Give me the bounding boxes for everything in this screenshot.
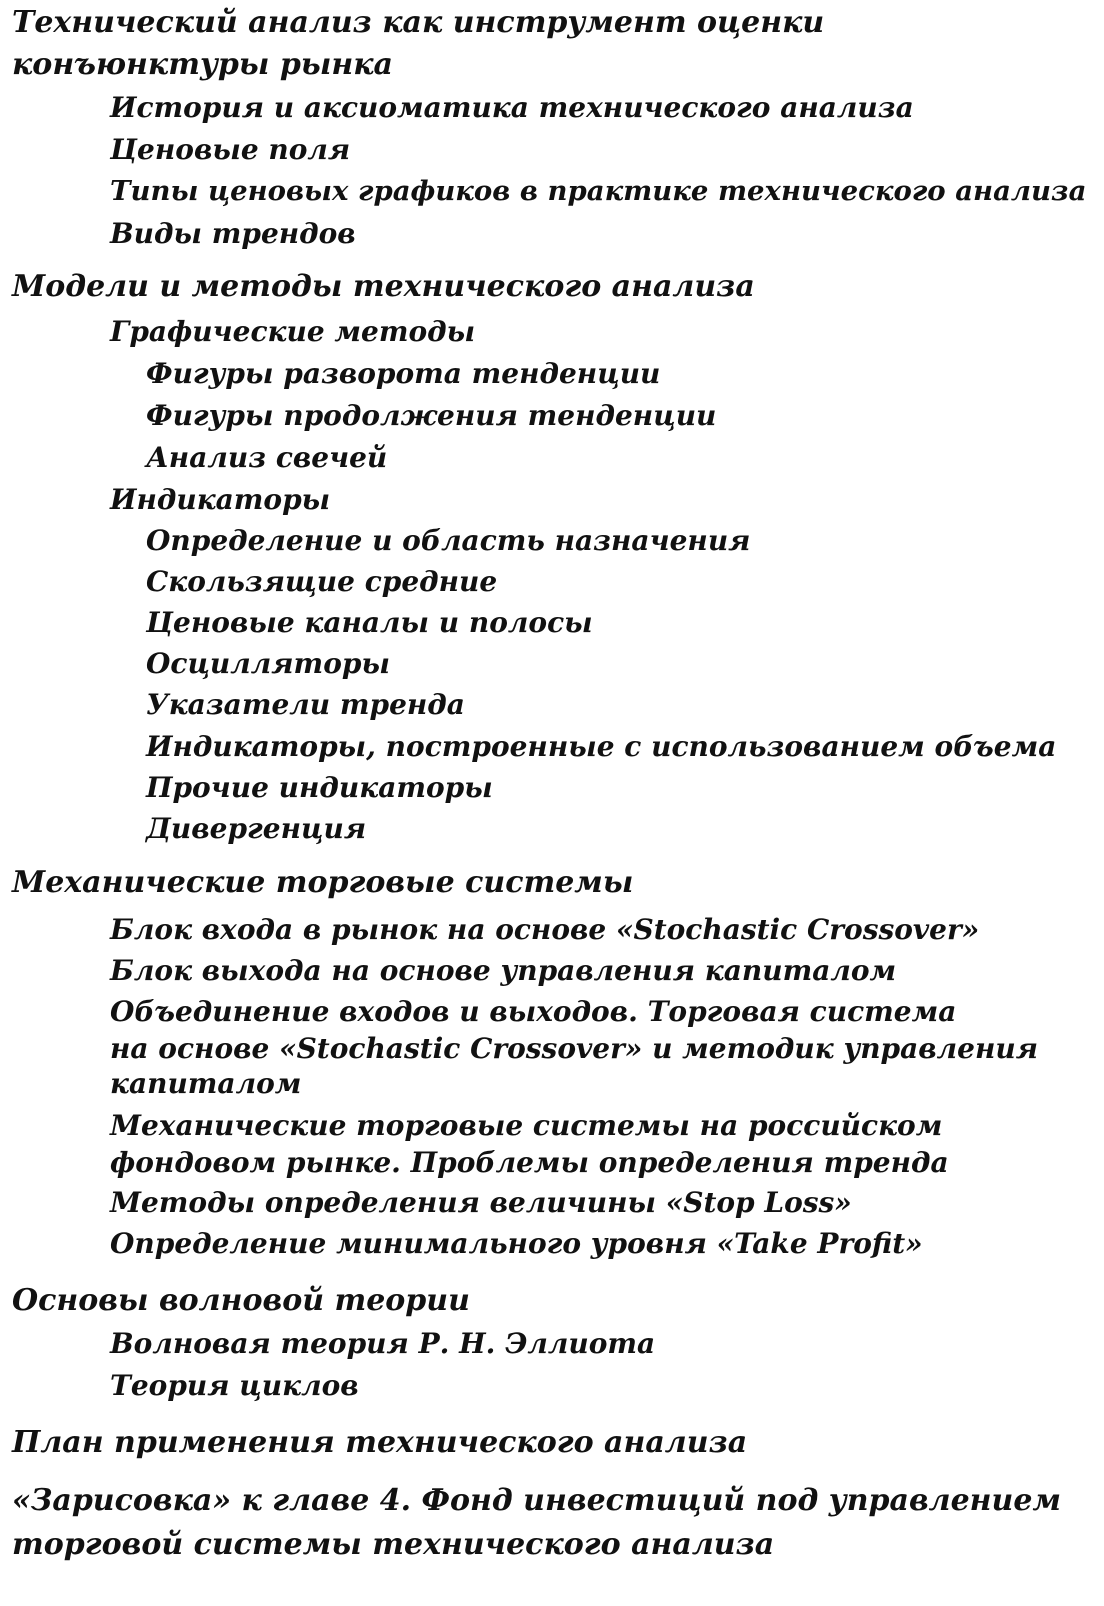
toc-entry: Фигуры разворота тенденции <box>146 357 661 390</box>
toc-entry: Ценовые поля <box>110 133 351 166</box>
toc-entry: История и аксиоматика технического анализа <box>110 91 914 124</box>
toc-entry: Индикаторы, построенные с использованием объема <box>146 730 1057 763</box>
toc-entry: Теория циклов <box>110 1369 359 1402</box>
toc-entry: Определение минимального уровня «Take Profit» <box>110 1227 923 1260</box>
toc-entry: Скользящие средние <box>146 565 498 598</box>
section-title: Технический анализ как инструмент оценки <box>12 5 825 40</box>
toc-entry: Волновая теория Р. Н. Эллиота <box>110 1327 656 1360</box>
toc-entry: Объединение входов и выходов. Торговая система <box>110 995 957 1028</box>
toc-entry: Определение и область назначения <box>146 524 751 557</box>
section-title: конъюнктуры рынка <box>12 47 393 82</box>
section-title: «Зарисовка» к главе 4. Фонд инвестиций под управлением <box>12 1483 1061 1518</box>
toc-subsection: Индикаторы <box>110 483 331 516</box>
toc-entry: Ценовые каналы и полосы <box>146 606 593 639</box>
toc-entry: Виды трендов <box>110 217 356 250</box>
toc-entry: Типы ценовых графиков в практике технического анализа <box>110 175 1087 207</box>
toc-entry: Методы определения величины «Stop Loss» <box>110 1186 852 1219</box>
toc-entry: фондовом рынке. Проблемы определения тренда <box>110 1146 949 1179</box>
toc-entry: Анализ свечей <box>146 441 388 474</box>
toc-entry: Блок выхода на основе управления капиталом <box>110 954 897 987</box>
toc-subsection: Графические методы <box>110 315 476 348</box>
section-title: Модели и методы технического анализа <box>12 269 755 304</box>
toc-entry: на основе «Stochastic Crossover» и методик управления <box>110 1032 1039 1065</box>
toc-entry: Указатели тренда <box>146 688 465 721</box>
toc-entry: Блок входа в рынок на основе «Stochastic Crossover» <box>110 913 980 946</box>
section-title: Основы волновой теории <box>12 1283 470 1318</box>
toc-entry: Фигуры продолжения тенденции <box>146 399 717 432</box>
toc-entry: Прочие индикаторы <box>146 771 493 804</box>
section-title: торговой системы технического анализа <box>12 1527 775 1562</box>
toc-entry: Осцилляторы <box>146 647 390 680</box>
toc-entry: Механические торговые системы на российском <box>110 1109 943 1142</box>
toc-entry: Дивергенция <box>146 812 367 845</box>
section-title: План применения технического анализа <box>12 1425 748 1460</box>
section-title: Механические торговые системы <box>12 865 634 900</box>
toc-entry: капиталом <box>110 1067 302 1100</box>
